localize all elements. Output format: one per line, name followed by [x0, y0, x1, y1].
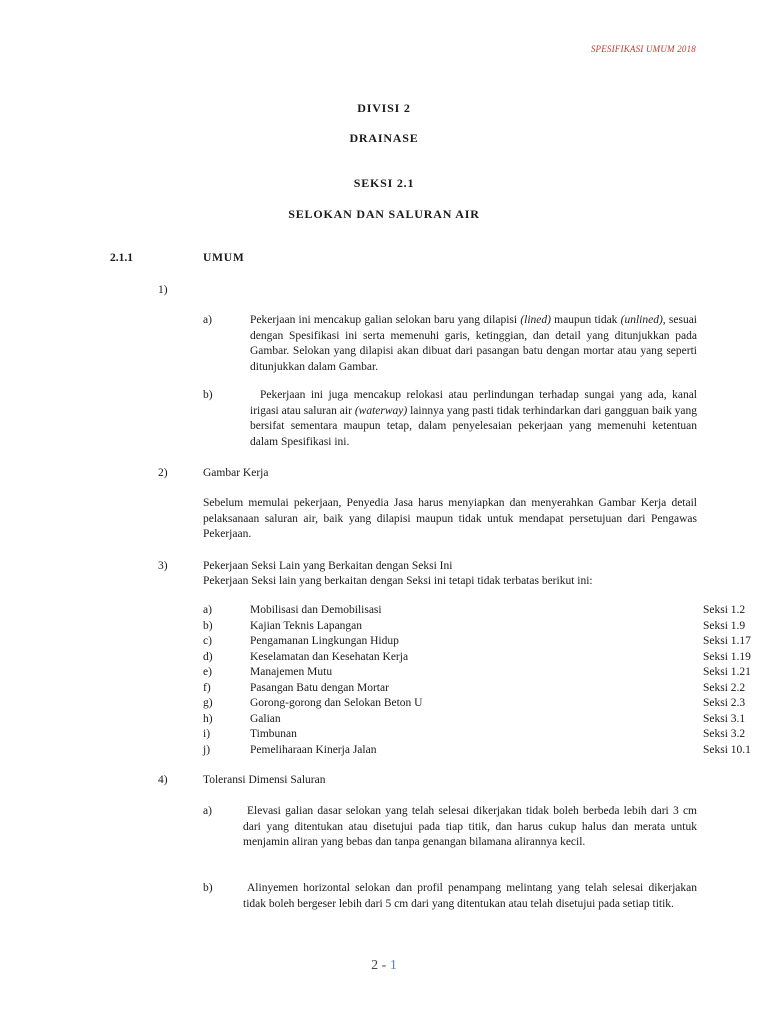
item-intro: Pekerjaan Seksi lain yang berkaitan dengan Seksi ini tetapi tidak terbatas berikut ini: [203, 575, 593, 587]
list-item: j) Pemeliharaan Kinerja Jalan Seksi 10.1 [203, 743, 751, 756]
item-number: 3) [158, 560, 168, 572]
item-number: 2) [158, 467, 168, 479]
running-header: SPESIFIKASI UMUM 2018 [590, 44, 696, 54]
section-heading: SEKSI 2.1 [353, 176, 415, 190]
sub-label: b) [203, 389, 213, 401]
list-item: e) Manajemen Mutu Seksi 1.21 [203, 666, 751, 678]
item-number: 1) [158, 284, 168, 296]
paragraph-1a: Pekerjaan ini mencakup galian selokan baru yang dilapisi (lined) maupun tidak (unlined), sesuai dengan Spesifikasi ini serta memenuhi garis, ketinggian, dan detail yang ditunjukkan pada Gambar. Selokan yang dilapisi akan dibuat dari pasangan batu dengan mortar atau yang seperti ditunjukkan dalam Gambar. [250, 314, 698, 373]
paragraph-2: Sebelum memulai pekerjaan, Penyedia Jasa harus menyiapkan dan menyerahkan Gambar Kerja detail pelaksanaan saluran air, baik yang dilapisi maupun tidak untuk mendapat persetujuan dari Pengawas Pekerjaan. [203, 497, 697, 540]
subsection-number: 2.1.1 [110, 252, 133, 264]
list-item: f) Pasangan Batu dengan Mortar Seksi 2.2 [203, 681, 746, 694]
sub-label: a) [203, 805, 212, 817]
page-number: 2 - 1 [371, 958, 397, 973]
list-item: g) Gorong-gorong dan Selokan Beton U Seksi 2.3 [203, 697, 746, 709]
sub-label: a) [203, 314, 212, 326]
list-item: c) Pengamanan Lingkungan Hidup Seksi 1.17 [203, 635, 751, 647]
item-title: Gambar Kerja [203, 467, 269, 479]
list-item: a) Mobilisasi dan Demobilisasi Seksi 1.2 [203, 604, 746, 616]
division-title: DRAINASE [349, 131, 419, 145]
sub-label: b) [203, 882, 213, 894]
item-title: Toleransi Dimensi Saluran [203, 774, 326, 786]
section-title: SELOKAN DAN SALURAN AIR [288, 207, 480, 221]
list-item: b) Kajian Teknis Lapangan Seksi 1.9 [203, 619, 746, 632]
paragraph-4a: Elevasi galian dasar selokan yang telah selesai dikerjakan tidak boleh berbeda lebih dari 3 cm dari yang ditentukan atau disetujui pada tiap titik, dan harus cukup halus dan merata untuk menjamin aliran yang bebas dan tanpa genangan bilamana alirannya kecil. [243, 805, 697, 848]
item-title: Pekerjaan Seksi Lain yang Berkaitan dengan Seksi Ini [203, 560, 453, 572]
list-item: h) Galian Seksi 3.1 [203, 712, 746, 725]
subsection-title: UMUM [203, 252, 245, 264]
item-number: 4) [158, 774, 168, 786]
paragraph-1b: Pekerjaan ini juga mencakup relokasi atau perlindungan terhadap sungai yang ada, kanal irigasi atau saluran air (waterway) lainnya yang pasti tidak terhindarkan dari gangguan baik yang bersifat sementara maupun tetap, dalam penyelesaian pekerjaan yang memenuhi ketentuan dalam Spesifikasi ini. [250, 389, 697, 448]
list-item: i) Timbunan Seksi 3.2 [203, 728, 746, 740]
paragraph-4b: Alinyemen horizontal selokan dan profil penampang melintang yang telah selesai dikerjakan tidak boleh bergeser lebih dari 5 cm dari yang ditentukan atau telah disetujui pada setiap titik. [243, 882, 697, 910]
division-heading: DIVISI 2 [357, 101, 411, 115]
list-item: d) Keselamatan dan Kesehatan Kerja Seksi 1.19 [203, 650, 751, 663]
